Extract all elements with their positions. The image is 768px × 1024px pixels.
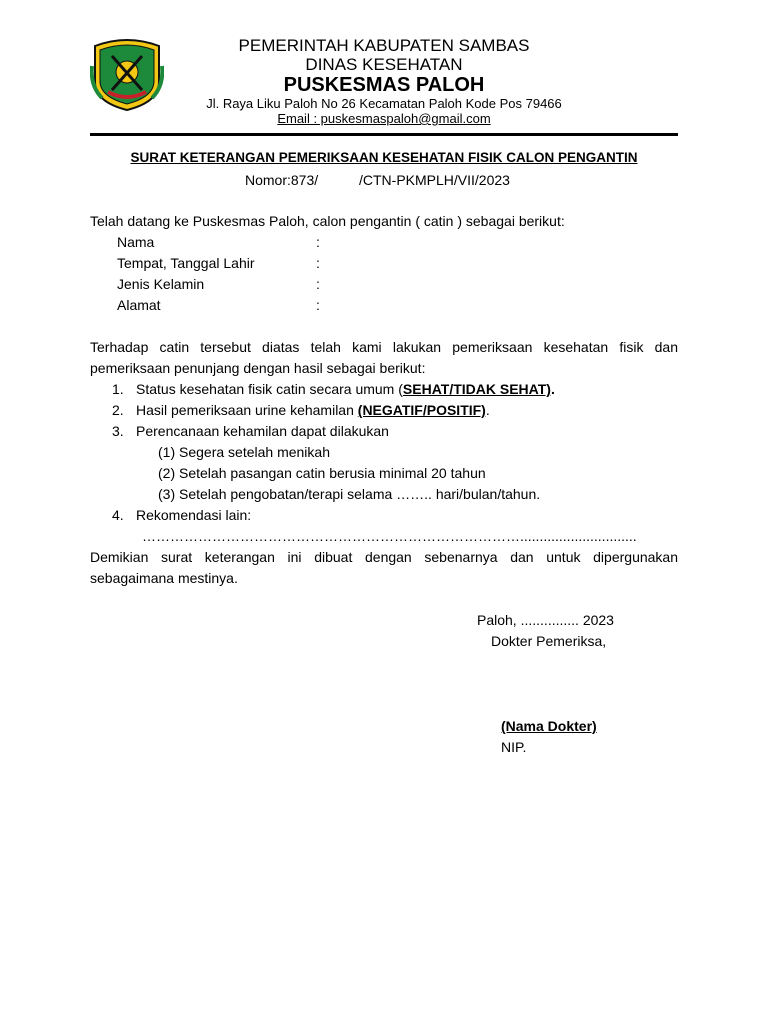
sub-item-3: (3) Setelah pengobatan/terapi selama …….. hari/bulan/tahun. <box>158 486 541 502</box>
field-sep-ttl: : <box>316 255 320 271</box>
item-1 <box>136 381 555 397</box>
header-email: Email : puskesmaspaloh@gmail.com <box>277 111 491 126</box>
item-4-number: 4. <box>112 507 124 523</box>
nomor-prefix: Nomor:873/ <box>245 172 319 188</box>
document-title: SURAT KETERANGAN PEMERIKSAAN KESEHATAN FISIK CALON PENGANTIN <box>130 150 638 165</box>
nomor-suffix: /CTN-PKMPLH/VII/2023 <box>359 172 510 188</box>
item-1-text: Status kesehatan fisik catin secara umum ( <box>136 381 403 397</box>
closing-line1: Demikian surat keterangan ini dibuat dengan sebenarnya dan untuk dipergunakan <box>90 549 678 565</box>
field-label-ttl: Tempat, Tanggal Lahir <box>117 255 255 271</box>
sub-item-1: (1) Segera setelah menikah <box>158 444 330 460</box>
item-3-text: Perencanaan kehamilan dapat dilakukan <box>136 423 389 439</box>
field-sep-nama: : <box>316 234 320 250</box>
field-sep-alamat: : <box>316 297 320 313</box>
exam-paragraph-line2: pemeriksaan penunjang dengan hasil sebagai berikut: <box>90 360 426 376</box>
signature-place-date: Paloh, ............... 2023 <box>477 612 614 628</box>
item-1-tail: . <box>550 381 555 397</box>
field-sep-jenis-kelamin: : <box>316 276 320 292</box>
item-2-tail: . <box>485 402 490 418</box>
closing-line2: sebagaimana mestinya. <box>90 570 238 586</box>
exam-paragraph-line1: Terhadap catin tersebut diatas telah kami lakukan pemeriksaan kesehatan fisik dan <box>90 339 678 355</box>
header-divider <box>90 133 678 136</box>
header-department: DINAS KESEHATAN <box>305 55 463 74</box>
signature-role: Dokter Pemeriksa, <box>491 633 607 649</box>
field-label-jenis-kelamin: Jenis Kelamin <box>117 276 205 292</box>
signature-nip: NIP. <box>501 739 527 755</box>
item-1-number: 1. <box>112 381 124 397</box>
field-label-alamat: Alamat <box>117 297 161 313</box>
item-1-emphasis: SEHAT/TIDAK SEHAT) <box>402 381 551 397</box>
item-2-emphasis: (NEGATIF/POSITIF) <box>357 402 486 418</box>
header-government: PEMERINTAH KABUPATEN SAMBAS <box>238 36 530 55</box>
item-4-text: Rekomendasi lain: <box>136 507 252 523</box>
item-2 <box>136 402 490 418</box>
item-2-number: 2. <box>112 402 124 418</box>
header-address: Jl. Raya Liku Paloh No 26 Kecamatan Paloh Kode Pos 79466 <box>206 96 562 111</box>
item-2-text: Hasil pemeriksaan urine kehamilan <box>136 402 358 418</box>
item-3-number: 3. <box>112 423 124 439</box>
sub-item-2: (2) Setelah pasangan catin berusia minimal 20 tahun <box>158 465 486 481</box>
header-institution: PUSKESMAS PALOH <box>283 74 485 96</box>
recommendation-dots: ……………………………………………………………………….............................. <box>142 528 637 544</box>
field-label-nama: Nama <box>117 234 155 250</box>
intro-text: Telah datang ke Puskesmas Paloh, calon pengantin ( catin ) sebagai berikut: <box>90 213 565 229</box>
signature-name: (Nama Dokter) <box>501 718 597 734</box>
